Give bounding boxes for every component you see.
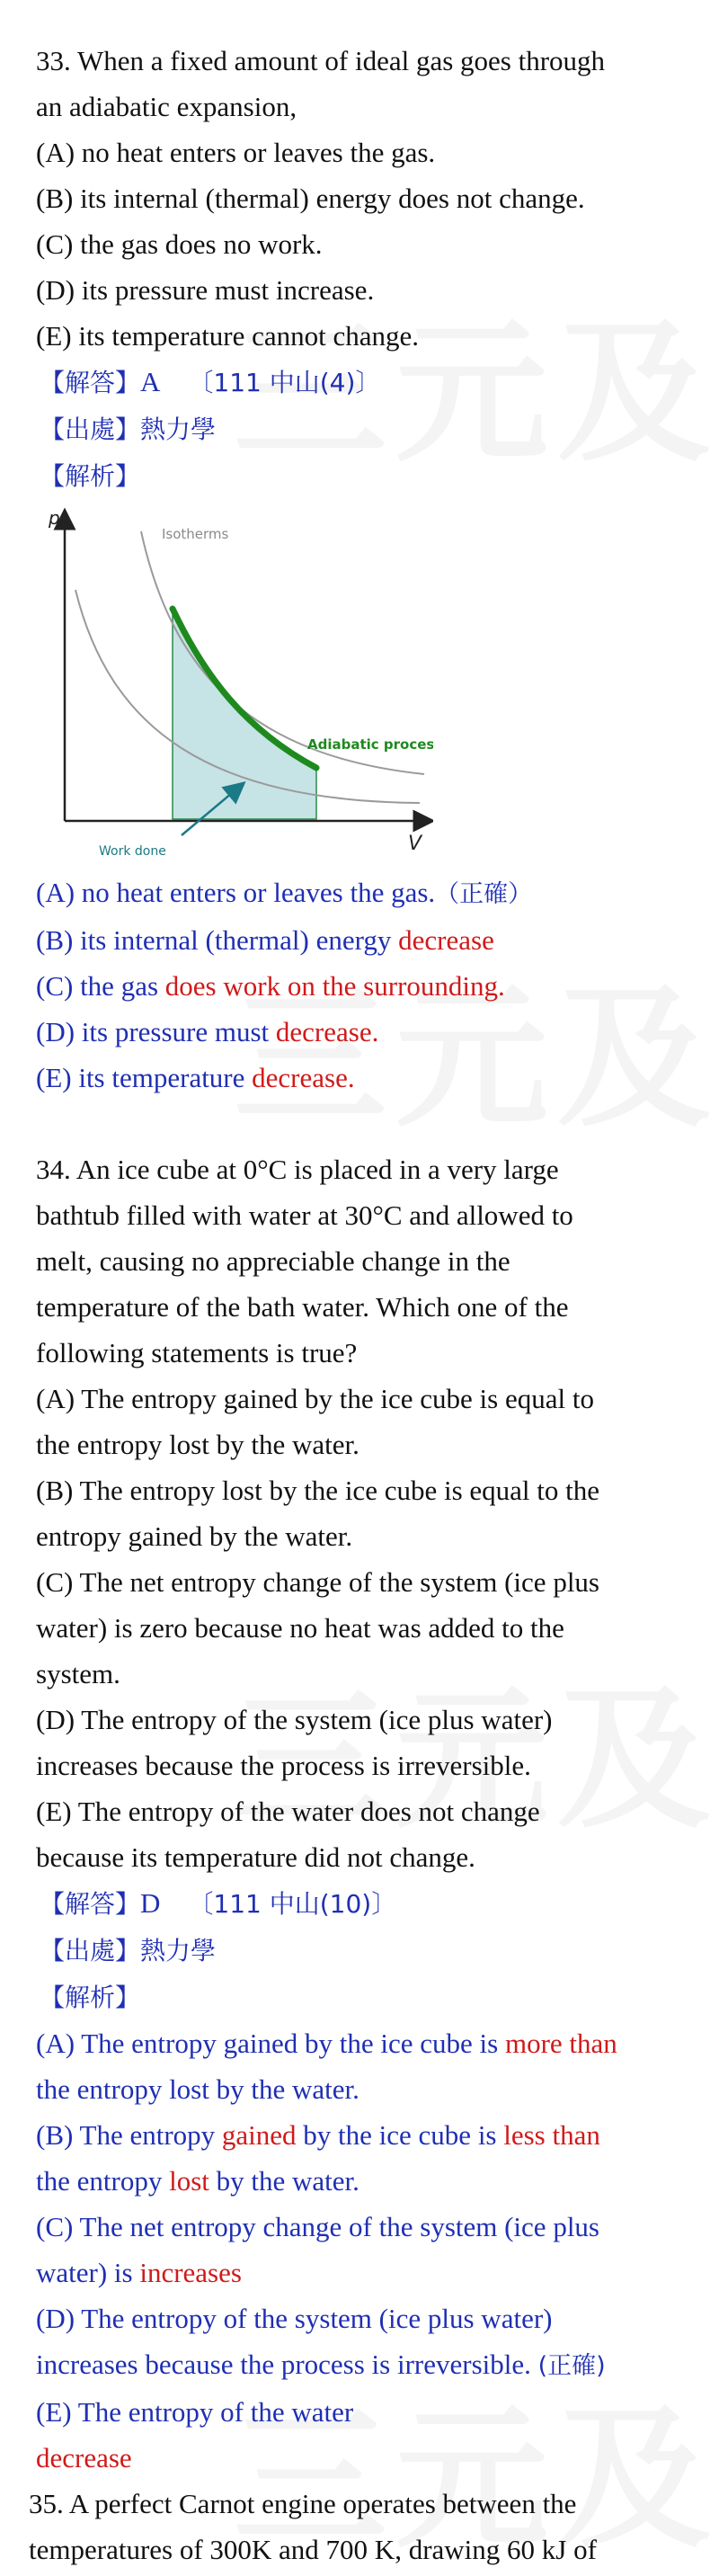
option-e: (E) its temperature cannot change. xyxy=(36,320,420,352)
source-label: 【出處】 xyxy=(40,1936,141,1965)
question-stem: bathtub filled with water at 30°C and allowed to xyxy=(36,1199,573,1231)
analysis-c-text: (C) the gas xyxy=(36,970,165,1002)
analysis-d xyxy=(36,1009,703,1055)
pv-diagram xyxy=(38,504,433,864)
answer-label: 【解答】 xyxy=(40,368,141,397)
pv-diagram-svg xyxy=(38,504,433,864)
analysis-a xyxy=(36,2020,703,2066)
analysis-e-correction: decrease. xyxy=(252,1062,355,1093)
analysis-a xyxy=(36,869,703,917)
adiabatic-process-label: Adiabatic process xyxy=(307,736,433,753)
work-done-label: Work done xyxy=(99,844,166,859)
analysis-line xyxy=(36,1974,703,2020)
source-value: 熱力學 xyxy=(140,1936,217,1965)
question-33 xyxy=(36,38,703,1101)
question-stem: 34. An ice cube at 0°C is placed in a very large xyxy=(36,1154,559,1185)
analysis-b-text: by the water. xyxy=(209,2165,360,2197)
option-a: (A) no heat enters or leaves the gas. xyxy=(36,137,436,168)
answer-line xyxy=(36,359,703,406)
correct-mark: （正確） xyxy=(435,880,533,908)
question-stem: following statements is true? xyxy=(36,1337,358,1368)
analysis-c xyxy=(36,963,703,1009)
analysis-a-text: (A) The entropy gained by the ice cube is xyxy=(36,2028,505,2059)
analysis-d-text: increases because the process is irreversible. xyxy=(36,2349,538,2380)
option-b-cont: entropy gained by the water. xyxy=(36,1520,353,1552)
analysis-line xyxy=(36,452,703,499)
analysis-e: (E) The entropy of the water xyxy=(36,2396,354,2428)
answer-source: 〔111 中山(10)〕 xyxy=(188,1889,397,1919)
analysis-b-correction: decrease xyxy=(398,924,494,956)
analysis-b-correction: less than xyxy=(503,2119,600,2151)
option-e: (E) The entropy of the water does not change xyxy=(36,1796,540,1827)
analysis-c-correction: increases xyxy=(139,2257,242,2288)
analysis-c-cont xyxy=(36,2250,703,2295)
analysis-label: 【解析】 xyxy=(40,1983,141,2012)
answer-label: 【解答】 xyxy=(40,1889,141,1919)
y-axis-label: p xyxy=(49,507,60,529)
analysis-b xyxy=(36,917,703,963)
x-axis-label: V xyxy=(408,833,422,855)
option-d: (D) The entropy of the system (ice plus water) xyxy=(36,1704,553,1735)
analysis-e-correction: decrease xyxy=(36,2442,132,2473)
option-d: (D) its pressure must increase. xyxy=(36,274,375,306)
question-stem: temperatures of 300K and 700 K, drawing 60 kJ of xyxy=(29,2534,597,2565)
correct-mark: (正確) xyxy=(537,2352,606,2380)
option-a: (A) The entropy gained by the ice cube is equal to xyxy=(36,1383,594,1414)
analysis-d-text: (D) its pressure must xyxy=(36,1016,276,1047)
option-b: (B) The entropy lost by the ice cube is equal to the xyxy=(36,1475,600,1506)
question-stem: 33. When a fixed amount of ideal gas goes through xyxy=(36,45,606,76)
option-c-cont: water) is zero because no heat was added to the xyxy=(36,1612,564,1644)
analysis-e-text: (E) its temperature xyxy=(36,1062,253,1093)
answer-value: A xyxy=(140,366,161,397)
option-c-cont: system. xyxy=(36,1658,120,1689)
analysis-c-correction: does work on the surrounding. xyxy=(164,970,505,1002)
isotherms-label: Isotherms xyxy=(162,526,229,542)
option-e-cont: because its temperature did not change. xyxy=(36,1841,475,1873)
analysis-d-cont xyxy=(36,2341,703,2389)
analysis-a-text: (A) no heat enters or leaves the gas. xyxy=(36,877,436,908)
analysis-e xyxy=(36,1055,703,1101)
source-line xyxy=(36,406,703,452)
analysis-b xyxy=(36,2112,703,2158)
source-value: 熱力學 xyxy=(140,414,217,444)
answer-value: D xyxy=(140,1887,161,1919)
question-stem: temperature of the bath water. Which one of the xyxy=(36,1291,569,1323)
analysis-b-text: by the ice cube is xyxy=(296,2119,504,2151)
source-line xyxy=(36,1927,703,1974)
analysis-c: (C) The net entropy change of the system (ice plus xyxy=(36,2211,599,2242)
option-c: (C) The net entropy change of the system (ice plus xyxy=(36,1566,599,1598)
analysis-d: (D) The entropy of the system (ice plus water) xyxy=(36,2303,553,2334)
analysis-b-cont xyxy=(36,2158,703,2204)
source-label: 【出處】 xyxy=(40,414,141,444)
analysis-b-text: (B) its internal (thermal) energy xyxy=(36,924,399,956)
analysis-b-text: the entropy xyxy=(36,2165,170,2197)
analysis-a-cont: the entropy lost by the water. xyxy=(36,2073,360,2105)
section-spacer xyxy=(36,1101,703,1146)
answer-source: 〔111 中山(4)〕 xyxy=(188,368,381,397)
analysis-label: 【解析】 xyxy=(40,461,141,491)
option-d-cont: increases because the process is irreversible. xyxy=(36,1750,531,1781)
answer-line xyxy=(36,1880,703,1927)
analysis-b-text: (B) The entropy xyxy=(36,2119,222,2151)
analysis-a-correction: more than xyxy=(504,2028,617,2059)
option-c: (C) the gas does no work. xyxy=(36,228,323,260)
analysis-b-correction: gained xyxy=(221,2119,297,2151)
option-b: (B) its internal (thermal) energy does not change. xyxy=(36,183,585,214)
analysis-d-correction: decrease. xyxy=(275,1016,379,1047)
analysis-c-text: water) is xyxy=(36,2257,140,2288)
question-stem: melt, causing no appreciable change in the xyxy=(36,1245,510,1277)
question-stem: 35. A perfect Carnot engine operates between the xyxy=(29,2488,577,2519)
question-34 xyxy=(36,1146,703,2481)
analysis-b-correction: lost xyxy=(169,2165,209,2197)
option-a-cont: the entropy lost by the water. xyxy=(36,1429,360,1460)
question-stem: an adiabatic expansion, xyxy=(36,91,297,122)
